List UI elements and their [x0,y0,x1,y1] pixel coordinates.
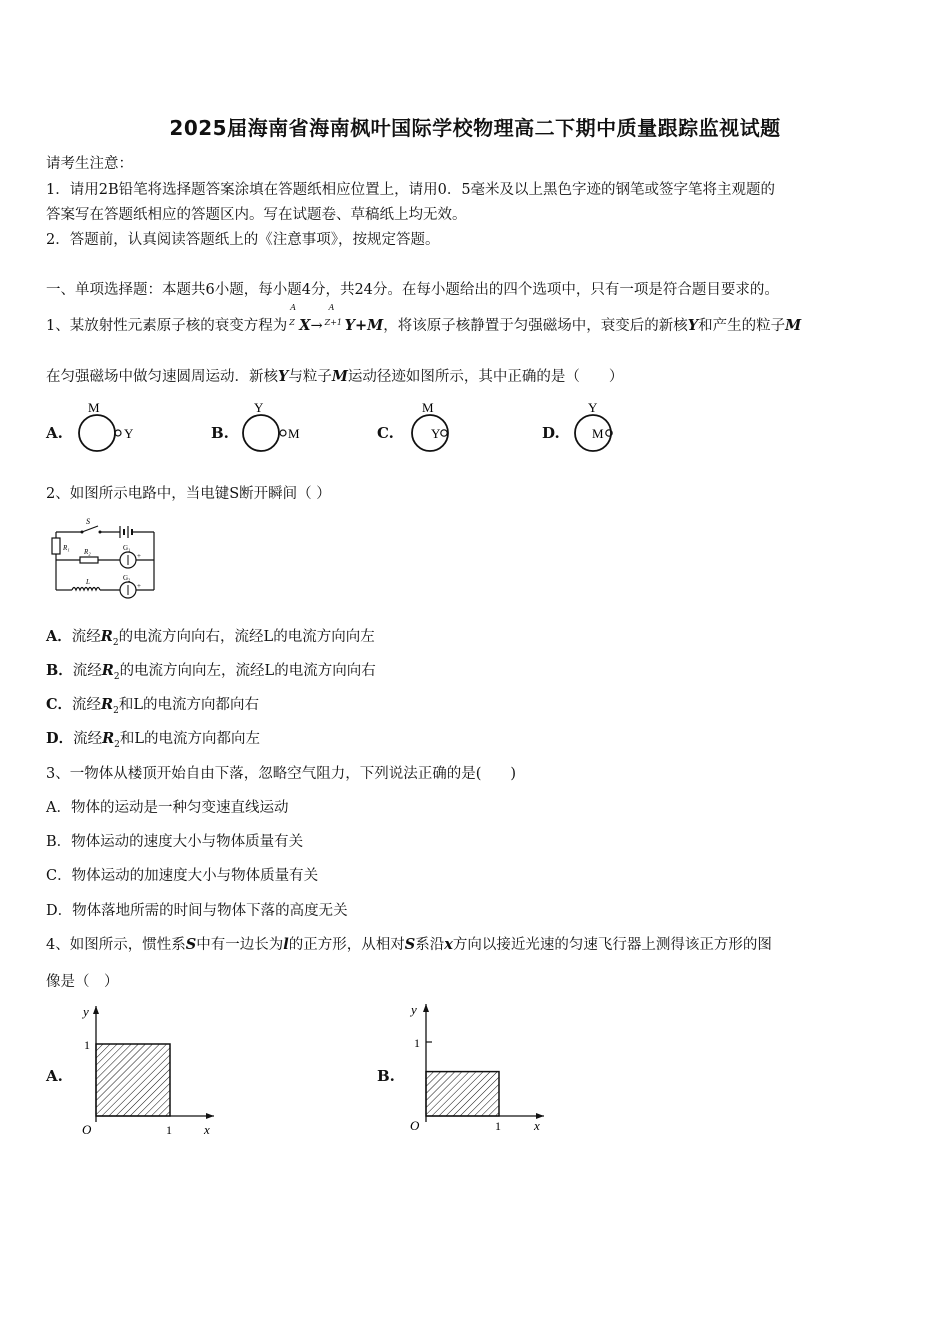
q1-option-d-diagram [568,398,638,456]
big-track-circle [79,415,115,451]
small-track-label: M [592,426,604,441]
notice-item-2: 2．答题前，认真阅读答题纸上的《注意事项》，按规定答题。 [46,232,440,248]
section-1-heading: 一、单项选择题：本题共6小题，每小题4分，共24分。在每小题给出的四个选项中，只有一项是符合题目要求的。 [46,282,779,298]
switch-blade [82,526,98,532]
page-title: 2025届海南省海南枫叶国际学校物理高二下期中质量跟踪监视试题 [169,116,781,140]
y-axis-arrow [423,1004,429,1012]
q3-option-b: B．物体运动的速度大小与物体质量有关 [46,834,304,850]
q4-option-b-label: B. [377,1067,395,1085]
origin-label: O [410,1118,420,1133]
r1-label: R₁ [63,544,70,552]
x-tick-label: 1 [166,1123,172,1137]
y-tick-label: 1 [84,1038,90,1052]
small-track-label: M [288,426,300,441]
small-track-circle [115,430,121,436]
q1-stem-line-1: 1、某放射性元素原子核的衰变方程为 A Z X→ A Z+1 Y+M，将该原子核静置于匀强磁场中，衰变后的新核Y和产生的粒子M [46,303,802,334]
q1-option-a-label: A. [46,424,63,442]
shape-rect [96,1044,170,1116]
q4-option-a-figure [76,1000,226,1140]
r1-resistor [52,538,60,554]
notice-item-1-line-1: 1．请用2B铅笔将选择题答案涂填在答题纸相应位置上，请用0．5毫米及以上黑色字迹的钢笔或签字笔将主观题的 [46,182,776,198]
q3-option-a: A．物体的运动是一种匀变速直线运动 [46,800,289,816]
y-axis-arrow [93,1006,99,1014]
big-track-circle [412,415,448,451]
q2-option-d: D．流经$R_2$和L的电流方向都向左 [46,730,261,750]
origin-label: O [82,1122,92,1137]
g2-label: G₂ [123,574,131,582]
g1-label: G₁ [123,544,131,552]
q1-option-d-label: D. [542,424,560,442]
q4-option-b-figure [406,1000,556,1140]
big-track-label: Y [588,400,598,415]
q1-option-c-diagram [405,398,475,456]
r2-resistor [80,557,98,563]
q3-option-c: C．物体运动的加速度大小与物体质量有关 [46,868,319,884]
q1-stem-line-2: 在匀强磁场中做匀速圆周运动．新核Y与粒子M运动径迹如图所示，其中正确的是（ ） [46,368,624,385]
q3-stem: 3、一物体从楼顶开始自由下落，忽略空气阻力，下列说法正确的是( ) [46,766,517,782]
notice-item-1-line-2: 答案写在答题纸相应的答题区内。写在试题卷、草稿纸上均无效。 [46,207,467,223]
inductor-coil [72,588,100,591]
switch-label: S [86,517,90,526]
g2-plus: + [137,582,141,590]
x-axis-arrow [206,1113,214,1119]
q3-option-d: D．物体落地所需的时间与物体下落的高度无关 [46,903,348,919]
q2-option-c: C．流经$R_2$和L的电流方向都向右 [46,696,259,716]
x-tick-label: 1 [495,1119,501,1133]
q2-option-b: B．流经$R_2$的电流方向向左，流经L的电流方向向右 [46,662,376,682]
y-axis-label: y [411,1002,417,1017]
y-axis-label: y [83,1004,89,1019]
q4-stem-line-2: 像是（ ） [46,974,119,990]
q1-option-c-label: C. [377,424,394,442]
q2-stem: 2、如图所示电路中，当电键S断开瞬间（ ） [46,486,331,502]
shape-rect [426,1072,499,1116]
big-track-label: Y [254,400,264,415]
g1-plus: + [137,552,141,560]
small-track-circle [280,430,286,436]
small-track-circle [441,430,447,436]
q2-circuit-diagram [46,514,166,608]
small-track-label: Y [431,426,441,441]
q4-stem-line-1: 4、如图所示，惯性系S中有一边长为l的正方形，从相对S系沿x方向以接近光速的匀速飞行器上测得该正方形的图 [46,936,772,953]
q1-option-b-label: B. [211,424,229,442]
notice-heading: 请考生注意： [46,156,133,172]
y-tick-label: 1 [414,1036,420,1050]
r2-label: R₂ [84,548,91,556]
big-track-label: M [88,400,100,415]
big-track-label: M [422,400,434,415]
big-track-circle [243,415,279,451]
q1-option-b-diagram [236,398,316,456]
small-track-label: Y [124,426,134,441]
q4-option-a-label: A. [46,1067,63,1085]
x-axis-label: x [534,1118,540,1133]
q1-option-a-diagram [72,398,152,456]
inductor-label: L [86,578,90,586]
q2-option-a: A．流经$R_2$的电流方向向右，流经L的电流方向向左 [46,628,375,648]
x-axis-label: x [204,1122,210,1137]
